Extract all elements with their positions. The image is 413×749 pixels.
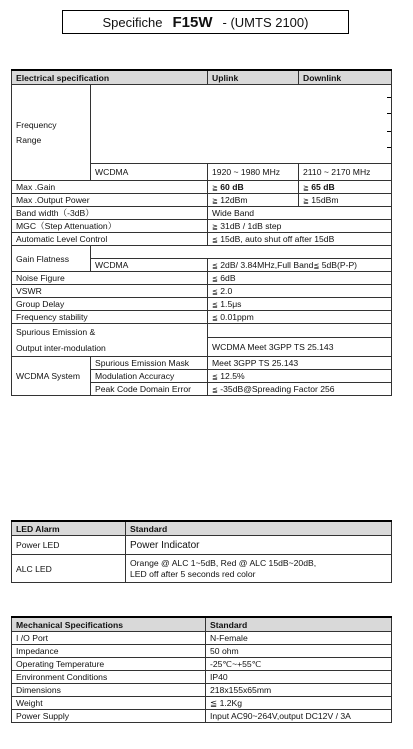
table-row [12, 684, 392, 697]
mech-value: IP40 [206, 671, 392, 684]
power-led-value-cell [126, 536, 392, 555]
freq-sub: WCDMA [91, 164, 208, 181]
table-header [12, 521, 392, 536]
mech-label: I /O Port [12, 632, 206, 645]
le-icon: ≦ [212, 263, 218, 270]
mech-label: Operating Temperature [12, 658, 206, 671]
alc-led-value-line2: LED off after 5 seconds red color [130, 568, 256, 579]
page-title [62, 10, 349, 34]
group-delay-label: Group Delay [12, 298, 208, 311]
freq-blank-area [91, 85, 392, 164]
vswr-cell [208, 285, 392, 298]
max-out-down [299, 194, 392, 207]
le-icon: ≦ [212, 387, 218, 394]
gain-flatness-value: 2dB/ 3.84MHz,Full Band [220, 260, 314, 270]
table-row [12, 645, 392, 658]
freq-label-line1: Frequency [16, 119, 57, 130]
power-led-label: Power LED [12, 536, 126, 555]
title-model: F15W [172, 13, 213, 31]
table-row [12, 246, 392, 259]
mech-value: 50 ohm [206, 645, 392, 658]
mech-header-param: Mechanical Specifications [12, 617, 206, 632]
sem-label: Spurious Emission Mask [91, 357, 208, 370]
table-row [12, 272, 392, 285]
table-row [12, 658, 392, 671]
vswr-value: 2.0 [220, 286, 233, 296]
gain-flatness-cell [208, 259, 392, 272]
table-row [12, 357, 392, 370]
max-out-up-value: 12dBm [220, 195, 248, 205]
led-header-standard: Standard [126, 521, 392, 536]
le-icon: ≦ [212, 289, 218, 296]
table-row [12, 671, 392, 684]
alc-led-label: ALC LED [12, 555, 126, 583]
table-row [12, 324, 392, 338]
le-icon: ≦ [212, 374, 218, 381]
spurious-blank [208, 324, 392, 338]
ge-icon: ≧ [212, 185, 218, 192]
bandwidth-value: Wide Band [208, 207, 392, 220]
table-row [12, 632, 392, 645]
table-row [12, 285, 392, 298]
table-row [12, 555, 392, 583]
freq-stability-cell [208, 311, 392, 324]
noise-figure-value: 6dB [220, 273, 236, 283]
mech-value: Input AC90~264V,output DC12V / 3A [206, 710, 392, 723]
table-row [12, 181, 392, 194]
wcdma-system-label: WCDMA System [12, 357, 91, 396]
freq-down: 2110 ~ 2170 MHz [299, 164, 392, 181]
mechanical-rows [12, 632, 392, 723]
led-alarm-table [11, 520, 392, 583]
gain-flatness-label: Gain Flatness [12, 246, 91, 272]
ma-value: 12.5% [220, 371, 245, 381]
freq-label [12, 85, 91, 181]
noise-figure-label: Noise Figure [12, 272, 208, 285]
mgc-cell [208, 220, 392, 233]
title-prefix: Specifiche [102, 14, 163, 30]
table-row [12, 85, 392, 164]
table-row [12, 220, 392, 233]
alc-label: Automatic Level Control [12, 233, 208, 246]
table-row [12, 536, 392, 555]
mech-label: Impedance [12, 645, 206, 658]
ma-label: Modulation Accuracy [91, 370, 208, 383]
ge-icon: ≧ [212, 198, 218, 205]
pcde-cell [208, 383, 392, 396]
max-out-label: Max .Output Power [12, 194, 208, 207]
table-header [12, 617, 392, 632]
mech-label: Dimensions [12, 684, 206, 697]
table-row [12, 194, 392, 207]
alc-led-value [126, 555, 392, 583]
freq-label-line2: Range [16, 134, 42, 145]
alc-cell [208, 233, 392, 246]
spurious-label-line1: Spurious Emission & [16, 327, 96, 337]
table-row [12, 697, 392, 710]
vswr-label: VSWR [12, 285, 208, 298]
table-row [12, 298, 392, 311]
group-delay-cell [208, 298, 392, 311]
mech-value: 218x155x65mm [206, 684, 392, 697]
table-row [12, 311, 392, 324]
bandwidth-label: Band width（-3dB） [12, 207, 208, 220]
max-gain-down [299, 181, 392, 194]
mech-label: Power Supply [12, 710, 206, 723]
max-gain-up [208, 181, 299, 194]
freq-up: 1920 ~ 1980 MHz [208, 164, 299, 181]
max-out-up [208, 194, 299, 207]
spurious-label [12, 324, 208, 357]
max-out-down-value: 15dBm [311, 195, 339, 205]
header-param: Electrical specification [12, 70, 208, 85]
mech-label: Weight [12, 697, 206, 710]
electrical-spec-table [11, 69, 392, 396]
gain-flatness-value2: 5dB(P-P) [321, 260, 358, 270]
le-icon: ≦ [212, 237, 218, 244]
le-icon: ≦ [212, 302, 218, 309]
spurious-label-line2: Output inter-modulation [16, 343, 106, 353]
led-header-param: LED Alarm [12, 521, 126, 536]
max-gain-up-value: 60 dB [220, 182, 244, 192]
group-delay-value: 1.5μs [220, 299, 242, 309]
gain-flatness-sub: WCDMA [91, 259, 208, 272]
ge-icon: ≧ [303, 185, 309, 192]
le-icon: ≦ [313, 263, 320, 270]
pcde-label: Peak Code Domain Error [91, 383, 208, 396]
spurious-value: WCDMA Meet 3GPP TS 25.143 [208, 338, 392, 357]
mechanical-spec-table [11, 616, 392, 723]
ge-icon: ≧ [212, 224, 218, 231]
max-gain-label: Max .Gain [12, 181, 208, 194]
pcde-value: -35dB@Spreading Factor 256 [220, 384, 335, 394]
alc-led-value-line1: Orange @ ALC 1~5dB, Red @ ALC 15dB~20dB, [130, 557, 317, 568]
max-gain-down-value: 65 dB [311, 182, 335, 192]
le-icon: ≦ [212, 276, 218, 283]
header-uplink: Uplink [208, 70, 299, 85]
mgc-label: MGC（Step Attenuation） [12, 220, 208, 233]
sem-value: Meet 3GPP TS 25.143 [208, 357, 392, 370]
mech-label: Environment Conditions [12, 671, 206, 684]
mech-header-standard: Standard [206, 617, 392, 632]
mech-value: N-Female [206, 632, 392, 645]
alc-value: 15dB, auto shut off after 15dB [220, 234, 335, 244]
noise-figure-cell [208, 272, 392, 285]
ge-icon: ≧ [303, 198, 309, 205]
table-row [12, 207, 392, 220]
mech-value: -25℃~+55℃ [206, 658, 392, 671]
table-row [12, 710, 392, 723]
mech-value: ≦ 1.2Kg [206, 697, 392, 710]
freq-stability-label: Frequency stability [12, 311, 208, 324]
header-downlink: Downlink [299, 70, 392, 85]
power-led-value: Power Indicator [130, 539, 200, 551]
ma-cell [208, 370, 392, 383]
mgc-value: 31dB / 1dB step [220, 221, 282, 231]
freq-stability-value: 0.01ppm [220, 312, 254, 322]
title-suffix: - (UMTS 2100) [222, 14, 309, 30]
le-icon: ≦ [212, 315, 218, 322]
gain-flatness-blank [91, 246, 392, 259]
table-row [12, 233, 392, 246]
table-header [12, 70, 392, 85]
